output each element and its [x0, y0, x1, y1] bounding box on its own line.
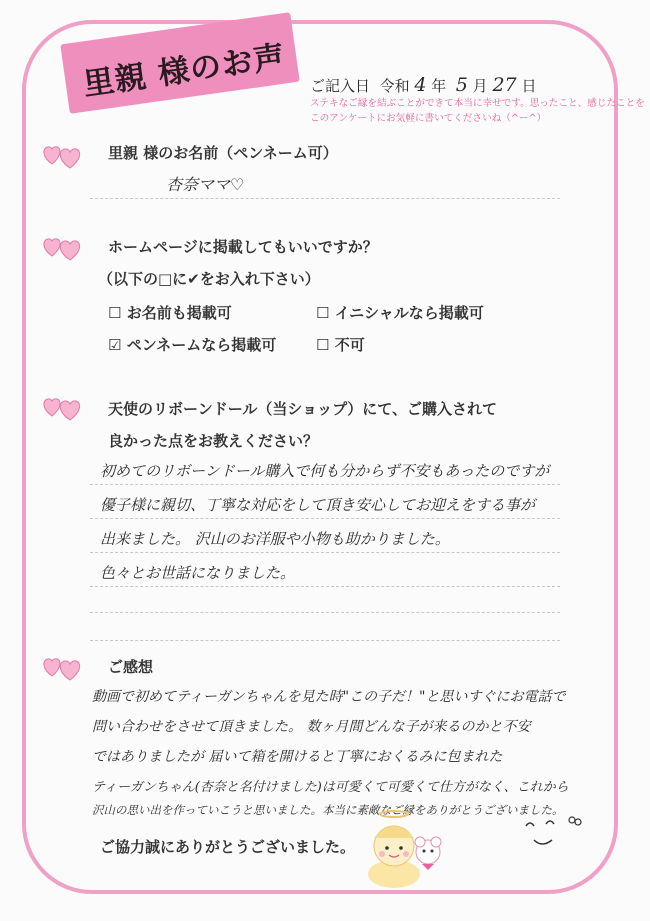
year-unit: 年: [431, 77, 447, 95]
page-title: 里親 様のお声: [80, 38, 288, 103]
checkbox-icon: ☐: [316, 336, 330, 354]
intro-line: ステキなご縁を結ぶことができて本当に幸せです。思ったこと、感じたことを: [310, 98, 645, 109]
hearts-icon: [40, 652, 86, 682]
impression-line-text: ティーガンちゃん(杏奈と名付けました)は可愛くて可愛くて仕方がなく、これから: [92, 780, 569, 795]
answer-line: [90, 640, 560, 641]
date-row: [310, 74, 536, 96]
checked-box-icon: ☑: [108, 336, 122, 354]
question-impressions: ご感想: [108, 658, 154, 676]
question-good-points: 天使のリボーンドール（当ショップ）にて、ご購入されて: [108, 400, 497, 418]
question-good-points-2: 良かった点をお教えください？: [108, 432, 319, 450]
answer-name: 杏奈ママ♡: [166, 175, 245, 194]
option-realname: [108, 302, 232, 323]
option-label: 不可: [334, 336, 365, 354]
impression-line-text: 沢山の思い出を作っていこうと思いました。本当に素敵なご縁をありがとうございました。: [92, 803, 564, 817]
option-label: ペンネームなら掲載可: [126, 336, 277, 354]
option-initials: [316, 302, 484, 323]
intro-line: このアンケートにお気軽に書いてくださいね（^ー^）: [310, 113, 547, 124]
answer-line-text: 優子様に親切、丁寧な対応をして頂き安心してお迎えをする事が: [100, 496, 536, 514]
option-no: [316, 334, 365, 355]
hearts-icon: [40, 392, 86, 422]
answer-line-text: 色々とお世話になりました。: [100, 564, 296, 582]
answer-line-text: 初めてのリボーンドール購入で何も分からず不安もあったのですが: [100, 462, 550, 480]
day-unit: 日: [521, 77, 537, 95]
option-label: お名前も掲載可: [126, 304, 232, 322]
answer-line: [90, 484, 560, 485]
smiley-doodle-icon: [520, 812, 584, 852]
answer-line: [90, 586, 560, 587]
option-label: イニシャルなら掲載可: [334, 304, 484, 322]
date-month: 5: [455, 74, 468, 96]
answer-line-text: 出来ました。 沢山のお洋服や小物も助かりました。: [100, 530, 450, 548]
question-publish: ホームページに掲載してもいいですか？: [108, 238, 378, 256]
hearts-icon: [40, 232, 86, 262]
date-label: ご記入日: [310, 77, 371, 95]
impression-line-text: 動画で初めてティーガンちゃんを見た時"この子だ！"と思いすぐにお電話で: [92, 689, 566, 705]
intro-text: [310, 96, 645, 126]
hearts-icon: [40, 140, 86, 170]
question-name: 里親 様のお名前（ペンネーム可）: [108, 144, 338, 162]
impression-line-text: ではありましたが 届いて箱を開けると丁寧におくるみに包まれた: [92, 749, 503, 765]
date-day: 27: [492, 74, 517, 96]
impression-line-text: 問い合わせをさせて頂きました。 数ヶ月間どんな子が来るのかと不安: [92, 719, 531, 735]
checkbox-icon: ☐: [316, 304, 330, 322]
answer-line: [90, 552, 560, 553]
question-instruction: （以下の□に✔をお入れ下さい）: [98, 270, 320, 288]
date-year: 4: [414, 74, 427, 96]
answer-line: [90, 198, 560, 199]
month-unit: 月: [472, 77, 488, 95]
checkbox-icon: ☐: [108, 304, 122, 322]
answer-line: [90, 518, 560, 519]
option-penname: [108, 334, 276, 355]
thanks-text: ご協力誠にありがとうございました。: [100, 838, 356, 856]
angel-mascot-icon: [360, 808, 460, 888]
era-label: 令和: [379, 77, 410, 95]
answer-line: [90, 612, 560, 613]
